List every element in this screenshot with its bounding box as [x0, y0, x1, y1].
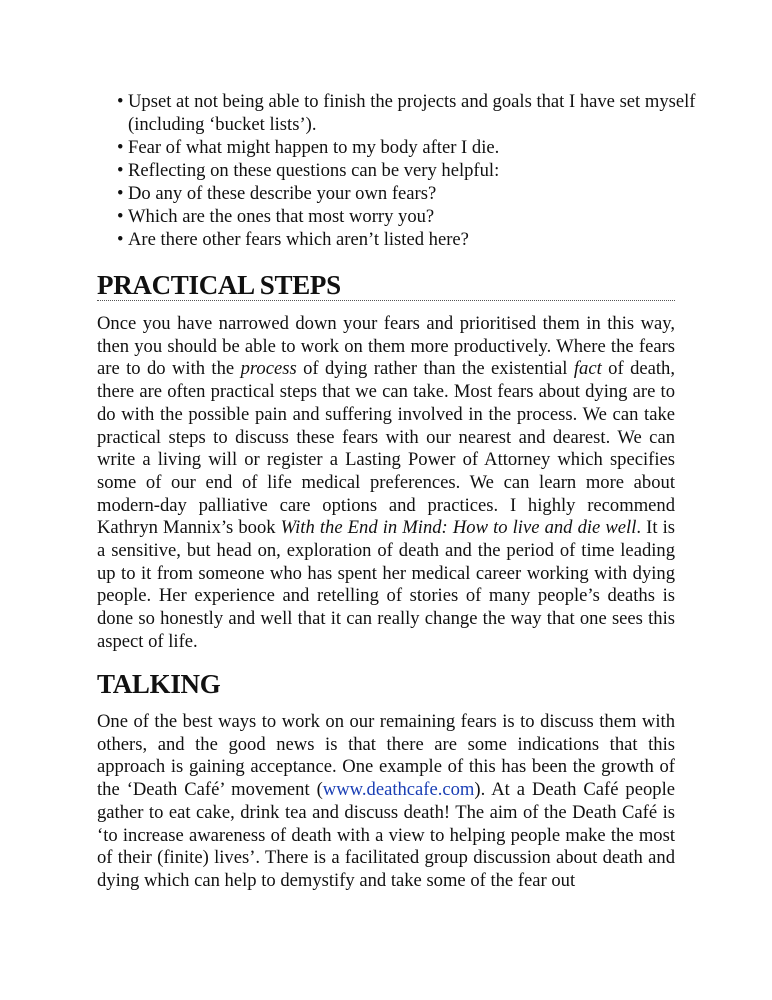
bullet-symbol: • — [117, 206, 124, 227]
bullet-text: Reflecting on these questions can be very helpful: — [128, 160, 500, 181]
bullet-item — [117, 136, 697, 159]
bullet-item — [117, 205, 697, 228]
practical-steps-heading: PRACTICAL STEPS — [97, 270, 341, 300]
bullet-symbol: • — [117, 229, 124, 250]
fears-bullet-list — [117, 90, 697, 251]
bullet-item — [117, 182, 697, 205]
emphasis-fact: fact — [573, 358, 602, 380]
heading-divider — [97, 300, 675, 301]
emphasis-process: process — [240, 358, 297, 380]
bullet-symbol: • — [117, 137, 124, 158]
death-cafe-link[interactable]: www.deathcafe.com — [322, 779, 475, 801]
text-run: of death, there are often practical steps that we can take. Most fears about dying are to do with the possible pain and suffering involved in the process. We can take practical steps to discuss these fears with our nearest and dearest. We can write a living will or register a Lasting Power of Attorney which specifies some of our end of life medical preferences. We can learn more about modern-day palliative care options and practices. I highly recommend Kathryn Mannix’s book — [97, 358, 675, 539]
bullet-symbol: • — [117, 160, 124, 181]
bullet-symbol: • — [117, 91, 124, 112]
bullet-text: Do any of these describe your own fears? — [128, 183, 437, 204]
talking-paragraph — [97, 711, 675, 893]
bullet-symbol: • — [117, 183, 124, 204]
bullet-item — [117, 228, 697, 251]
bullet-text: Fear of what might happen to my body after I die. — [128, 137, 500, 158]
text-run: ). At a Death Café people gather to eat cake, drink tea and discuss death! The aim of the Death Café is ‘to increase awareness of death with a view to helping people make the most of their (finite) lives’. There is a facilitated group discussion about death and dying which can help to demystify and take some of the fear out — [97, 779, 675, 891]
book-title: With the End in Mind: How to live and die well — [280, 517, 637, 539]
practical-steps-paragraph — [97, 313, 675, 654]
bullet-text: Upset at not being able to finish the projects and goals that I have set myself (including ‘bucket lists’). — [128, 91, 696, 135]
text-run: One of the best ways to work on our remaining fears is to discuss them with others, and the good news is that there are some indications that this approach is gaining acceptance. One example of this has been the growth of the ‘Death Café’ movement ( — [97, 711, 675, 801]
talking-heading: TALKING — [97, 669, 221, 699]
text-run: Once you have narrowed down your fears and prioritised them in this way, then you should be able to work on them more productively. Where the fears are to do with the — [97, 313, 675, 380]
text-run: . It is a sensitive, but head on, exploration of death and the period of time leading up to it from someone who has spent her medical career working with dying people. Her experience and retelling of stories of many people’s deaths is done so honestly and well that it can really change the way that one sees this aspect of life. — [97, 517, 675, 652]
bullet-item — [117, 159, 697, 182]
text-run: of dying rather than the existential — [296, 358, 574, 380]
bullet-text: Which are the ones that most worry you? — [128, 206, 435, 227]
bullet-text: Are there other fears which aren’t listed here? — [128, 229, 469, 250]
bullet-item — [117, 90, 697, 136]
